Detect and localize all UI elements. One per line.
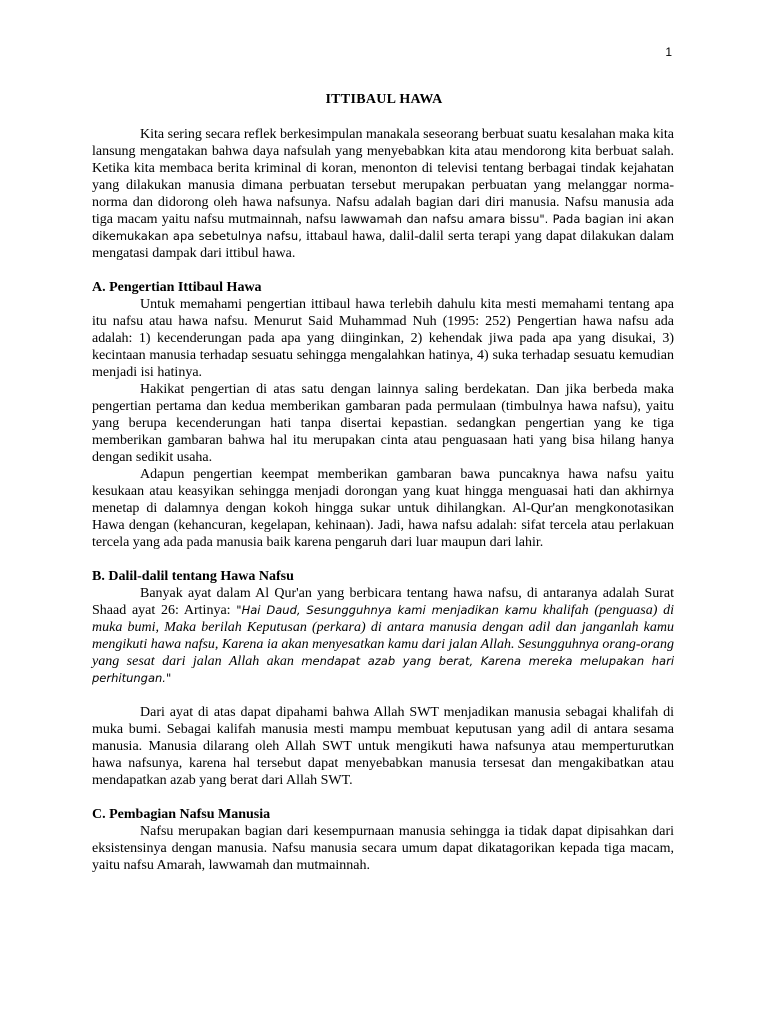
section-c-paragraph-1: Nafsu merupakan bagian dari kesempurnaan manusia sehingga ia tidak dapat dipisahkan dari eksistensinya dengan manusia. Nafsu manusia secara umum dapat dikatagorikan kepada tiga macam, yaitu nafsu Amarah, lawwamah dan mutmainnah. <box>92 824 674 873</box>
quran-quote: khalifah (penguasa) di muka bumi, Maka berilah Keputusan (perkara) di antara manusia dengan adil dan janganlah kamu mengikuti hawa nafsu, Karena ia akan menyesatkan kamu dari jalan Allah. Sesungguhnya orang-orang yang sesat dari jalan Allah akan <box>92 603 675 669</box>
section-a-paragraph-2: Hakikat pengertian di atas satu dengan lainnya saling berdekatan. Dan jika berbeda maka pengertian pertama dan kedua memberikan gambaran pada permulaan (timbulnya hawa nafsu), yaitu yang berupa kecenderungan hati tanpa disertai kepastian. sedangkan pengertian yang ke tiga memberikan gambaran bahwa hal itu merupakan cinta atau penguasaan hati yang bisa hilang hanya dengan sedikit usaha. <box>92 382 674 465</box>
intro-paragraph <box>92 126 674 262</box>
document-body <box>92 126 674 874</box>
section-a-paragraph-3: Adapun pengertian keempat memberikan gambaran bawa puncaknya hawa nafsu yaitu kesukaan atau keasyikan sehingga menjadi dorongan yang kuat hingga menguasai hati dan akhirnya menetap di dalamnya dengan kokoh hingga sukar untuk dihilangkan. Al-Qur'an mengkonotasikan Hawa dengan (kehancuran, kegelapan, kehinaan). Jadi, hawa nafsu adalah: sifat tercela atau perlakuan tercela yang ada pada manusia baik karena pengaruh dari luar maupun dari lahir. <box>92 467 674 550</box>
page-number: 1 <box>665 45 672 59</box>
section-a-heading: A. Pengertian Ittibaul Hawa <box>92 280 262 295</box>
section-b-paragraph-2: Dari ayat di atas dapat dipahami bahwa Allah SWT menjadikan manusia sebagai khalifah di muka bumi. Sebagai kalifah manusia mesti mampu membuat keputusan yang adil di antara sesama manusia. Manusia dilarang oleh Allah SWT untuk mengikuti hawa nafsunya atau memperturutkan hawa nafsunya, karena hal tersebut dapat menyebabkan manusia tersesat dan mengakibatkan atau mendapatkan azab yang berat dari Allah SWT. <box>92 705 674 788</box>
section-b-heading: B. Dalil-dalil tentang Hawa Nafsu <box>92 569 294 584</box>
intro-text: Kita sering secara reflek berkesimpulan manakala seseorang berbuat suatu kesalahan maka kita lansung mengatakan bahwa daya nafsulah yang menyebabkan kita atau mendorong kita berbuat salah. Ketika kita membaca berita kriminal di koran, menonton di televisi tentang berbagai tindak kejahatan yang dilakukan manusia dimana perbuatan tersebut merupakan perbuatan yang melanggar norma-norma dan didorong oleh hawa nafsunya. Nafsu adalah bagian dari diri manusia. Nafsu manusia ada tiga macam yaitu nafsu mutmainnah, nafsu <box>92 127 674 227</box>
section-c-heading: C. Pembagian Nafsu Manusia <box>92 807 271 822</box>
section-a-paragraph-1: Untuk memahami pengertian ittibaul hawa terlebih dahulu kita mesti memahami tentang apa itu nafsu atau hawa nafsu. Menurut Said Muhammad Nuh (1995: 252) Pengertian hawa nafsu ada adalah: 1) kecenderungan pada apa yang diinginkan, 2) kehendak jiwa pada apa yang disukai, 3) kecintaan manusia terhadap sesuatu sehingga mengalahkan hatinya, 4) suka terhadap sesuatu kemudian menjadi isi hatinya. <box>92 297 674 380</box>
section-b-paragraph-1 <box>92 585 674 687</box>
document-title: ITTIBAUL HAWA <box>325 92 443 107</box>
quran-quote-start: "Hai Daud, Sesungguhnya kami menjadikan kamu <box>236 603 537 617</box>
intro-text-end: ittabaul hawa, dalil-dalil serta terapi yang dapat dilakukan dalam mengatasi dampak dari ittibul hawa. <box>92 229 675 261</box>
quran-quote-end: mendapat azab yang berat, Karena mereka melupakan hari perhitungan." <box>92 654 675 685</box>
intro-alt-font-text: lawwamah dan nafsu amara bissu". Pada bagian ini akan dikemukakan apa sebetulnya nafsu, <box>92 212 674 243</box>
section-b-lead: Banyak ayat dalam Al Qur'an yang berbicara tentang hawa nafsu, di antaranya adalah Surat Shaad ayat 26: Artinya: <box>92 586 674 618</box>
